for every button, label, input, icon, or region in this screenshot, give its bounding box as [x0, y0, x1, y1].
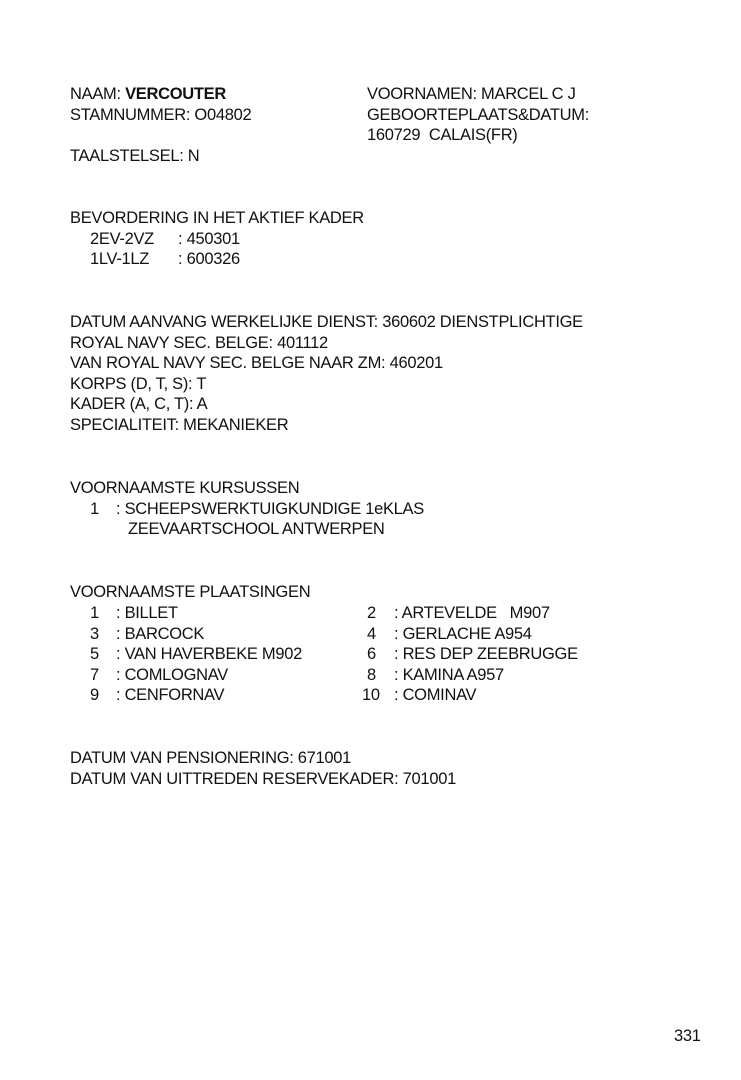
plaatsingen-title: VOORNAAMSTE PLAATSINGEN — [70, 583, 311, 601]
plaatsing-text: : ARTEVELDE M907 — [394, 604, 550, 622]
plaatsing-text: : CENFORNAV — [116, 686, 225, 705]
plaatsing-text: : GERLACHE A954 — [394, 624, 532, 643]
kursus-item — [70, 499, 424, 520]
kursus-text: : SCHEEPSWERKTUIGKUNDIGE 1eKLAS — [116, 499, 424, 518]
geboorte-label: GEBOORTEPLAATS&DATUM: — [367, 105, 589, 124]
spacer — [70, 125, 251, 146]
kursus-item-continued: ZEEVAARTSCHOOL ANTWERPEN — [128, 520, 385, 539]
naam-value: VERCOUTER — [125, 85, 226, 103]
bevordering-title: BEVORDERING IN HET AKTIEF KADER — [70, 209, 364, 227]
pensioen-line: DATUM VAN PENSIONERING: 671001 — [70, 749, 352, 767]
dienst-line: VAN ROYAL NAVY SEC. BELGE NAAR ZM: 460201 — [70, 354, 443, 373]
naam-label: NAAM: — [70, 85, 121, 103]
plaatsing-item — [90, 624, 302, 645]
plaatsing-number: 8 — [367, 665, 376, 684]
rank-code: 2EV-2VZ — [90, 229, 154, 248]
plaatsing-item — [90, 685, 302, 706]
bevordering-section — [70, 208, 364, 270]
kursus-number: 1 — [90, 499, 99, 518]
plaatsing-item — [362, 624, 578, 645]
plaatsing-number: 9 — [90, 686, 99, 705]
plaatsing-text: : VAN HAVERBEKE M902 — [116, 645, 302, 664]
voornamen: VOORNAMEN: MARCEL C J — [367, 85, 576, 103]
plaatsing-number: 3 — [90, 624, 99, 643]
pensioen-line: DATUM VAN UITTREDEN RESERVEKADER: 701001 — [70, 769, 456, 788]
plaatsing-text: : RES DEP ZEEBRUGGE — [394, 645, 578, 664]
kursussen-title: VOORNAAMSTE KURSUSSEN — [70, 479, 300, 497]
plaatsing-item — [362, 644, 578, 665]
plaatsing-number: 5 — [90, 645, 99, 664]
kursussen-section — [70, 478, 424, 540]
rank-date: : 600326 — [178, 250, 240, 269]
plaatsingen-left — [90, 603, 302, 706]
plaatsing-item — [362, 603, 578, 624]
dienst-line: DATUM AANVANG WERKELIJKE DIENST: 360602 DIENSTPLICHTIGE — [70, 313, 583, 331]
pensioen-section — [70, 748, 456, 789]
rank-code: 1LV-1LZ — [90, 250, 150, 269]
plaatsing-text: : KAMINA A957 — [394, 665, 504, 684]
plaatsing-number: 1 — [90, 604, 99, 622]
dienst-line: ROYAL NAVY SEC. BELGE: 401112 — [70, 333, 328, 352]
plaatsing-item — [362, 665, 578, 686]
page-number: 331 — [674, 1027, 701, 1045]
plaatsing-item — [362, 685, 578, 706]
plaatsing-number: 10 — [362, 686, 380, 705]
plaatsing-number: 7 — [90, 665, 99, 684]
plaatsing-item — [90, 603, 302, 624]
plaatsing-text: : COMLOGNAV — [116, 665, 228, 684]
dienst-line: KORPS (D, T, S): T — [70, 374, 207, 393]
plaatsing-number: 4 — [367, 624, 376, 643]
plaatsingen-right — [362, 603, 578, 706]
plaatsing-item — [90, 644, 302, 665]
plaatsing-number: 2 — [367, 604, 376, 622]
dienst-line: SPECIALITEIT: MEKANIEKER — [70, 415, 289, 434]
dienst-line: KADER (A, C, T): A — [70, 395, 208, 414]
plaatsing-item — [90, 665, 302, 686]
header-right — [367, 84, 589, 146]
header-left — [70, 84, 251, 166]
plaatsing-number: 6 — [367, 645, 376, 664]
taalstelsel: TAALSTELSEL: N — [70, 146, 200, 165]
plaatsing-text: : BARCOCK — [116, 624, 205, 643]
dienst-section — [70, 312, 583, 436]
rank-date: : 450301 — [178, 229, 240, 248]
plaatsing-text: : COMINAV — [394, 686, 477, 705]
stamnummer: STAMNUMMER: O04802 — [70, 105, 252, 124]
geboorte-value: 160729 CALAIS(FR) — [367, 126, 518, 145]
bevordering-item — [70, 229, 364, 250]
plaatsing-text: : BILLET — [116, 604, 178, 622]
bevordering-item — [70, 249, 364, 270]
naam-line — [70, 84, 251, 105]
